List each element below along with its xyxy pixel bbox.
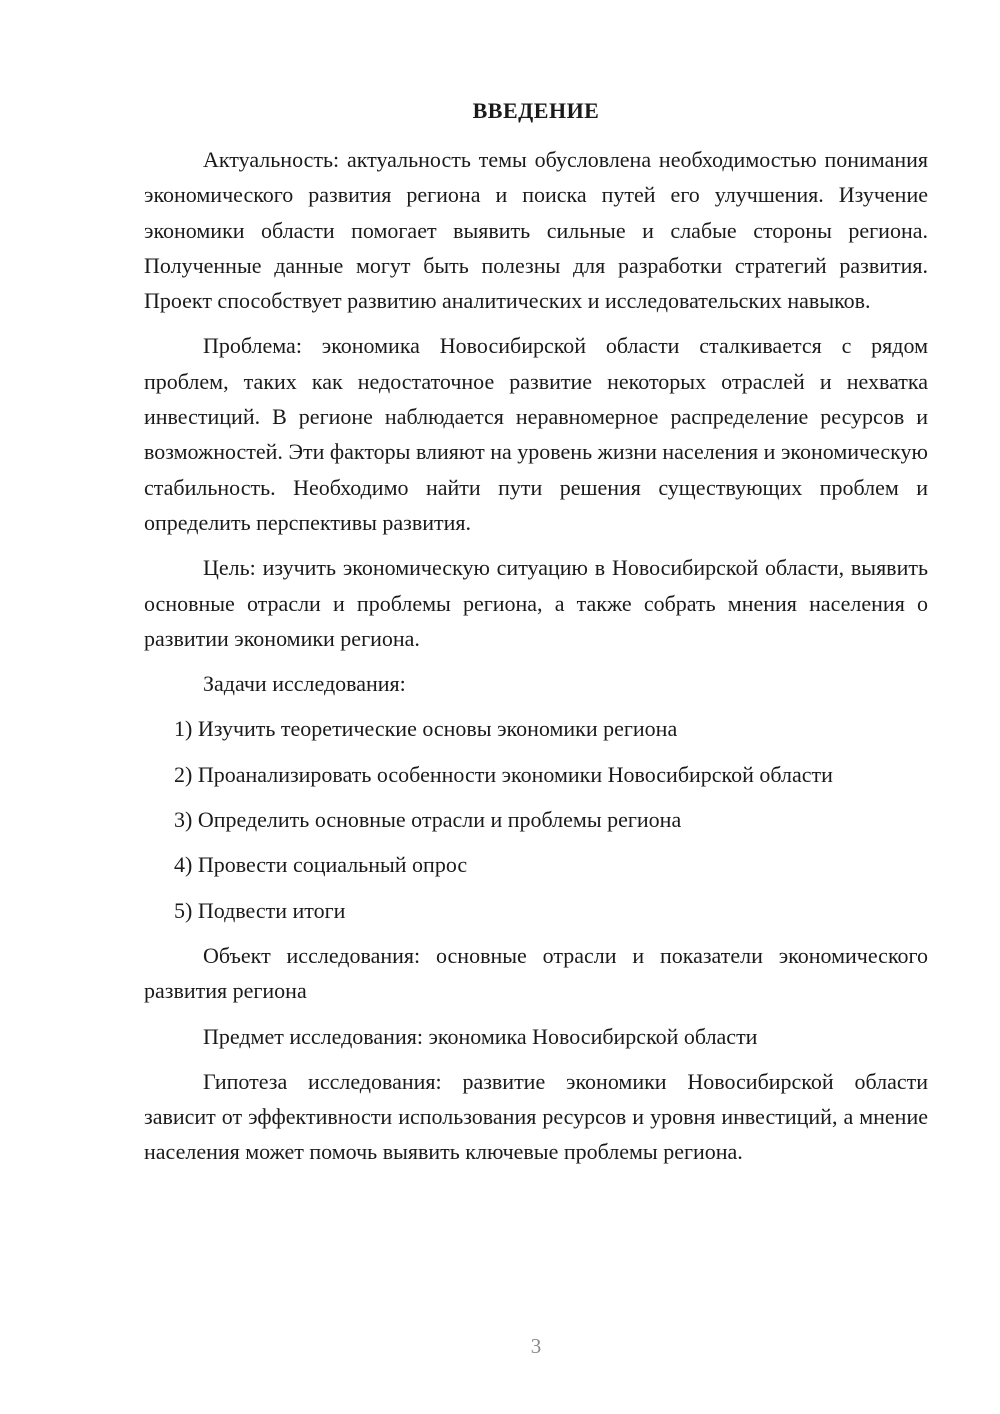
- task-item: 5) Подвести итоги: [174, 897, 346, 923]
- paragraph-subject: Предмет исследования: экономика Новосибирской области: [203, 1023, 758, 1049]
- page-title: ВВЕДЕНИЕ: [472, 98, 600, 123]
- page-number: 3: [530, 1334, 542, 1358]
- paragraph-hypothesis: Гипотеза исследования: развитие экономики Новосибирской области зависит от эффективности использования ресурсов и уровня инвестиций, а мнение населения может помочь выявить ключевые проблемы региона.: [144, 1068, 928, 1165]
- document-body: [144, 142, 928, 1180]
- task-item: 2) Проанализировать особенности экономики Новосибирской области: [174, 761, 833, 787]
- paragraph-goal: Цель: изучить экономическую ситуацию в Новосибирской области, выявить основные отрасли и проблемы региона, а также собрать мнения населения о развитии экономики региона.: [144, 555, 928, 651]
- tasks-heading: Задачи исследования:: [203, 671, 406, 697]
- paragraph-problem: Проблема: экономика Новосибирской области сталкивается с рядом проблем, таких как недостаточное развитие некоторых отраслей и нехватка инвестиций. В регионе наблюдается неравномерное распределение ресурсов и возможностей. Эти факторы влияют на уровень жизни населения и экономическую стабильность. Необходимо найти пути решения существующих проблем и определить перспективы развития.: [144, 333, 928, 535]
- paragraph-object: Объект исследования: основные отрасли и показатели экономического развития региона: [144, 942, 928, 1004]
- task-item: 1) Изучить теоретические основы экономики региона: [174, 716, 678, 742]
- task-item: 4) Провести социальный опрос: [174, 852, 468, 878]
- paragraph-relevance: Актуальность: актуальность темы обусловлена необходимостью понимания экономического развития региона и поиска путей его улучшения. Изучение экономики области помогает выявить сильные и слабые стороны региона. Полученные данные могут быть полезны для разработки стратегий развития. Проект способствует развитию аналитических и исследовательских навыков.: [144, 147, 928, 314]
- task-item: 3) Определить основные отрасли и проблемы региона: [174, 807, 682, 833]
